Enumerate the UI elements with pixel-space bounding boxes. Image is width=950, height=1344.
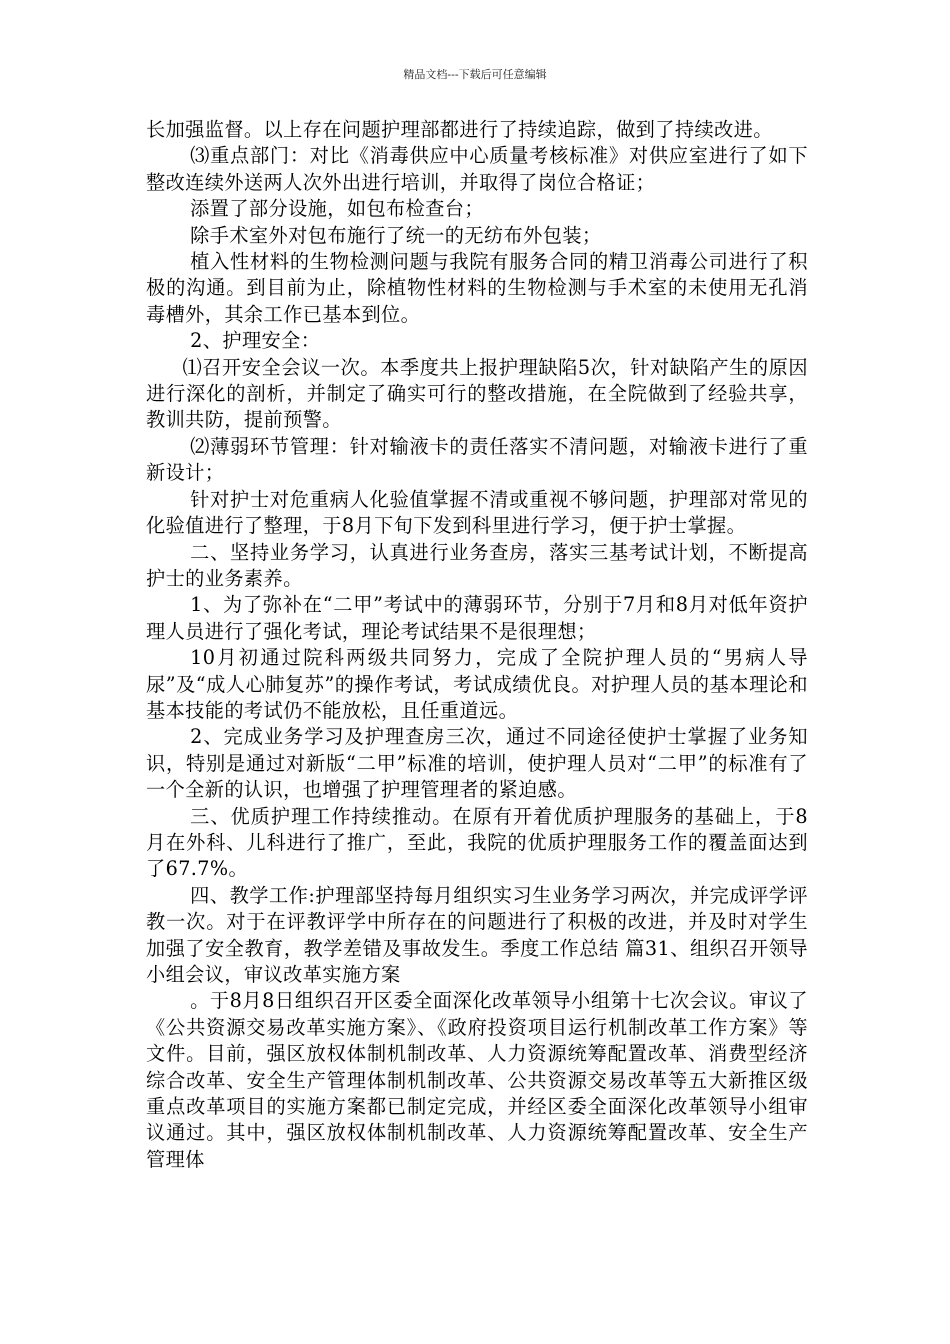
paragraph: ⑴召开安全会议一次。本季度共上报护理缺陷5次，针对缺陷产生的原因进行深化的剖析，并制定了确实可行的整改措施，在全院做到了经验共享，教训共防，提前预警。 — [146, 355, 808, 432]
paragraph: 植入性材料的生物检测问题与我院有服务合同的精卫消毒公司进行了积极的沟通。到目前为止，除植物性材料的生物检测与手术室的未使用无孔消毒槽外，其余工作已基本到位。 — [146, 250, 808, 326]
paragraph: 2、护理安全： — [190, 329, 321, 353]
page-header: 精品文档---下载后可任意编辑 — [403, 68, 547, 81]
paragraph: ⑶重点部门：对比《消毒供应中心质量考核标准》对供应室进行了如下整改连续外送两人次外出进行培训，并取得了岗位合格证； — [146, 144, 808, 194]
paragraph: 除手术室外对包布施行了统一的无纺布外包装； — [190, 223, 602, 247]
paragraph: 1、为了弥补在“二甲”考试中的薄弱环节，分别于7月和8月对低年资护理人员进行了强化考试，理论考试结果不是很理想； — [146, 593, 808, 643]
paragraph: 三、优质护理工作持续推动。在原有开着优质护理服务的基础上，于8月在外科、儿科进行了推广，至此，我院的优质护理服务工作的覆盖面达到了67.7%。 — [146, 804, 808, 881]
paragraph: 10月初通过院科两级共同努力，完成了全院护理人员的“男病人导尿”及“成人心肺复苏”的操作考试，考试成绩优良。对护理人员的基本理论和基本技能的考试仍不能放松，且任重道远。 — [146, 646, 808, 722]
paragraph: ⑵薄弱环节管理：针对输液卡的责任落实不清问题，对输液卡进行了重新设计； — [146, 434, 808, 485]
paragraph: 长加强监督。以上存在问题护理部都进行了持续追踪，做到了持续改进。 — [146, 118, 773, 141]
paragraph: 二、坚持业务学习，认真进行业务查房，落实三基考试计划，不断提高护士的业务素养。 — [146, 540, 808, 590]
paragraph: 添置了部分设施，如包布检查台； — [190, 197, 484, 221]
paragraph: 四、教学工作:护理部坚持每月组织实习生业务学习两次，并完成评学评教一次。对于在评教评学中所存在的问题进行了积极的改进，并及时对学生加强了安全教育，教学差错及事故发生。季度工作总结 篇31、组织召开领导小组会议，审议改革实施方案 — [146, 883, 808, 986]
paragraph: 。于8月8日组织召开区委全面深化改革领导小组第十七次会议。审议了《公共资源交易改革实施方案》、《政府投资项目运行机制改革工作方案》等文件。目前，强区放权体制机制改革、人力资源统筹配置改革、消费型经济综合改革、安全生产管理体制机制改革、公共资源交易改革等五大新推区级重点改革项目的实施方案都已制定完成，并经区委全面深化改革领导小组审议通过。其中，强区放权体制机制改革、人力资源统筹配置改革、安全生产管理体 — [146, 989, 808, 1171]
paragraph: 2、完成业务学习及护理查房三次，通过不同途径使护士掌握了业务知识，特别是通过对新版“二甲”标准的培训，使护理人员对“二甲”的标准有了一个全新的认识，也增强了护理管理者的紧迫感。 — [146, 725, 808, 802]
paragraph: 针对护士对危重病人化验值掌握不清或重视不够问题，护理部对常见的化验值进行了整理，于8月下旬下发到科里进行学习，便于护士掌握。 — [146, 487, 808, 538]
document-body — [146, 117, 808, 1173]
